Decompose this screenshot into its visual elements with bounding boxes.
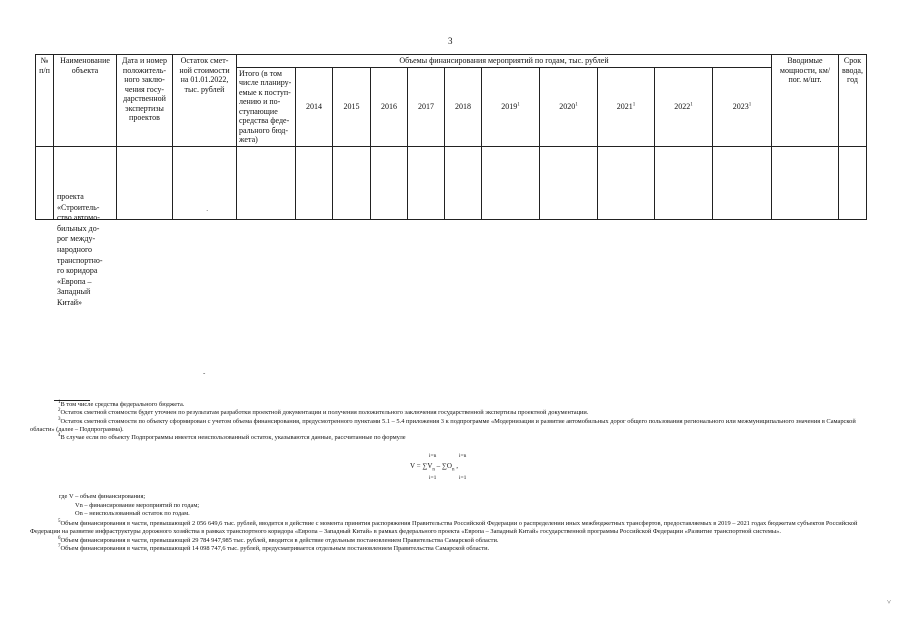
footnotes-block	[30, 401, 872, 442]
formula-legend: где V – объем финансирования; Vn – финансирование мероприятий по годам; On – неиспользованный остаток по годам.	[59, 493, 200, 517]
header-expertise: Дата и номер положитель-ного заклю-чения госу-дарственной экспертизы проектов	[117, 55, 173, 147]
header-year: 2020$^1$	[540, 67, 598, 146]
scan-mark: ˅	[887, 598, 891, 606]
scan-dot: ·	[206, 207, 209, 215]
header-year: 2019$^1$	[482, 67, 540, 146]
footnote: $^6$Объем финансирования в части, превышающей 29 784 947,985 тыс. рублей, вводится в действие отдельным постановлением Правительства Самарской области.	[58, 535, 499, 544]
header-term: Срок ввода, год	[839, 55, 867, 147]
continued-object-text: проекта «Строитель- ство автомо- бильных до- рог между- народного транспортно- го коридора «Европа – Западный Китай»	[57, 192, 103, 307]
header-year: 2014	[296, 67, 333, 146]
header-year: 2021$^1$	[598, 67, 655, 146]
header-year: 2022$^1$	[655, 67, 713, 146]
table-row	[36, 146, 867, 219]
header-year: 2015	[333, 67, 371, 146]
footnote: $^4$В случае если по объекту Подпрограммы имеется неиспользованный остаток, указываются данные, рассчитанные по формуле	[58, 433, 406, 442]
header-year: 2016	[371, 67, 408, 146]
footnote: $^7$Объем финансирования в части, превышающей 14 098 747,6 тыс. рублей, предусматривается отдельным постановлением Правительства Самарской области.	[58, 543, 490, 552]
header-object-name: Наименование объекта	[54, 55, 117, 147]
footnotes-block-2	[30, 520, 872, 553]
page-number: 3	[448, 36, 453, 46]
footnote: $^2$Остаток сметной стоимости будет уточнен по результатам разработки проектной документации и получения положительного заключения государственной экспертизы проектной документации.	[58, 408, 589, 417]
header-number: № п/п	[36, 55, 54, 147]
header-year: 2018	[445, 67, 482, 146]
scan-dot: -	[203, 369, 206, 377]
header-capacity: Вводимые мощности, км/пог. м/шт.	[772, 55, 839, 147]
header-total: Итого (в том числе планиру-емые к поступ-лению и по-ступающие средства феде-рального бюд-жета)	[237, 67, 296, 146]
header-year: 2023$^1$	[713, 67, 772, 146]
footnote: $^5$Объем финансирования в части, превышающей 2 056 649,6 тыс. рублей, вводится в действие с момента принятия распоряжения Правительства Российской Федерации о распределении иных межбюджетных трансфертов, предоставляемых в 2019 – 2021 годах бюджетам субъектов Российской Федерации на развитие инфраструктуры дорожного хозяйства в рамках транспортного коридора «Европа – Западный Китай» в рамках федерального проекта «Европа – Западный Китай» государственной программы Российской Федерации «Развитие транспортной системы».	[30, 518, 858, 536]
footnote: $^3$Остаток сметной стоимости по объекту сформирован с учетом объема финансирования, предусмотренного пунктами 5.1 – 5.4 приложения 3 к подпрограмме «Модернизация и развитие автомобильных дорог общего пользования регионального или межмуниципального значения в Самарской области» (далее – Подпрограмма).	[30, 416, 856, 433]
footnote: $^1$В том числе средства федерального бюджета.	[58, 399, 185, 408]
financing-table	[35, 54, 867, 220]
formula: i=n i=n $V = \sum V_n - \sum O_n$ , i=1 i=1	[410, 453, 467, 481]
header-balance: Остаток смет-ной стоимости на 01.01.2022, тыс. рублей	[173, 55, 237, 147]
header-year: 2017	[408, 67, 445, 146]
header-volumes: Объемы финансирования мероприятий по годам, тыс. рублей	[237, 55, 772, 68]
